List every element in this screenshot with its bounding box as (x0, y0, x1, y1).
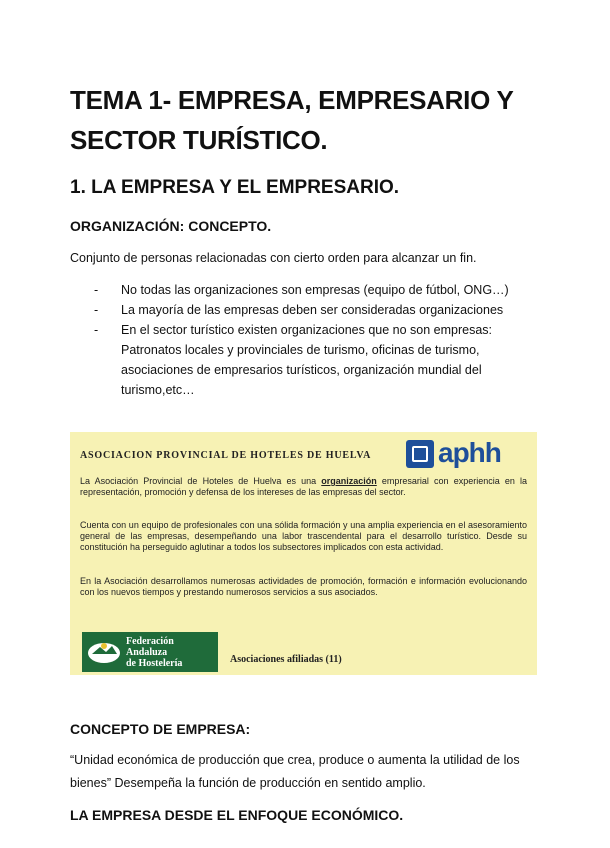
bullet-marker: - (94, 283, 99, 297)
bullet-marker: - (94, 323, 99, 337)
organizacion-link[interactable]: organización (321, 476, 377, 486)
organizacion-definition: Conjunto de personas relacionadas con cierto orden para alcanzar un fin. (70, 251, 477, 265)
aphh-paragraph-1 (80, 476, 527, 498)
organizacion-bullet-list (70, 280, 550, 400)
aphh-paragraph-2: Cuenta con un equipo de profesionales con una sólida formación y una amplia experiencia en el asesoramiento general de las empresas, desempeñando una labor trascendental para el desarrollo turístico. Desde su constitución ha perseguido aglutinar a todos los subsectores implicados con esta actividad. (80, 520, 527, 552)
federacion-andaluza-logo (82, 632, 218, 672)
list-item (70, 280, 550, 300)
federacion-emblem-icon (86, 638, 122, 666)
list-item (70, 300, 550, 320)
aphh-header: ASOCIACION PROVINCIAL DE HOTELES DE HUELVA (80, 450, 372, 461)
section-heading-empresa-empresario: 1. LA EMPRESA Y EL EMPRESARIO. (70, 177, 400, 198)
aphh-p1-text: La Asociación Provincial de Hoteles de Huelva es una (80, 476, 322, 486)
heading-concepto-empresa: CONCEPTO DE EMPRESA: (70, 721, 251, 737)
aphh-embedded-image (70, 432, 537, 675)
list-item (70, 320, 550, 400)
aphh-logo (406, 438, 530, 470)
federacion-line-2: Andaluza (126, 647, 168, 658)
aphh-logo-text: aphh (438, 437, 501, 468)
federacion-name (126, 636, 182, 669)
federacion-line-1: Federación (126, 636, 174, 647)
federacion-line-3: de Hostelería (126, 658, 183, 669)
asociaciones-afiliadas: Asociaciones afiliadas (11) (230, 654, 342, 665)
list-item-text: No todas las organizaciones son empresas (equipo de fútbol, ONG…) (121, 283, 509, 297)
aphh-logo-icon (406, 440, 434, 468)
aphh-p1-text-rest: empresarial con experiencia en la representación, promoción y defensa de los intereses de las empresas del sector. (80, 476, 527, 497)
heading-organizacion-concepto: ORGANIZACIÓN: CONCEPTO. (70, 218, 272, 234)
empresa-definition: “Unidad económica de producción que crea, produce o aumenta la utilidad de los bienes” Desempeña la función de producción en sentido amplio. (70, 753, 520, 790)
bullet-marker: - (94, 303, 99, 317)
list-item-text: En el sector turístico existen organizaciones que no son empresas: Patronatos locales y provinciales de turismo, oficinas de turismo, asociaciones de empresarios turísticos, organización mundial del turismo,etc… (121, 323, 493, 397)
heading-enfoque-economico: LA EMPRESA DESDE EL ENFOQUE ECONÓMICO. (70, 807, 404, 823)
aphh-paragraph-3: En la Asociación desarrollamos numerosas actividades de promoción, formación e información evolucionando con los nuevos tiempos y prestando numerosos servicios a sus asociados. (80, 576, 527, 597)
page-title: TEMA 1- EMPRESA, EMPRESARIO Y SECTOR TURÍSTICO. (70, 85, 514, 155)
list-item-text: La mayoría de las empresas deben ser consideradas organizaciones (121, 303, 504, 317)
